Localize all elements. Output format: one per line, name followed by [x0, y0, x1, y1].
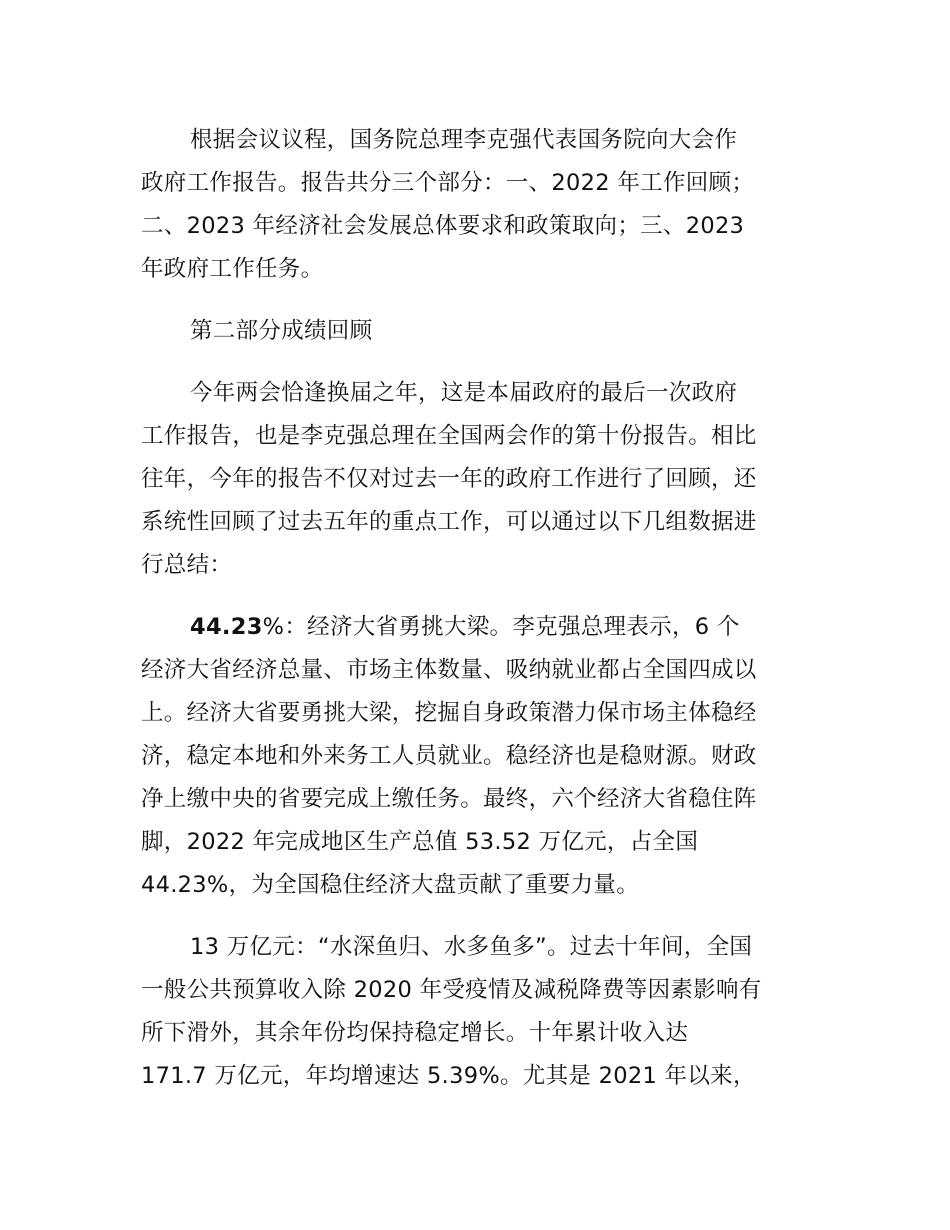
paragraph-4-lead-text: %：经济大省勇挑大梁。李克强总理表示，6 个 [262, 614, 740, 640]
paragraph-3-line-5: 行总结： [141, 552, 233, 578]
paragraph-4-line-2: 经济大省经济总量、市场主体数量、吸纳就业都占全国四成以 [141, 657, 757, 683]
highlight-figure: 44.23 [190, 614, 263, 640]
paragraph-4-line-1 [190, 612, 740, 642]
paragraph-5-line-3: 所下滑外，其余年份均保持稳定增长。十年累计收入达 [141, 1020, 689, 1046]
paragraph-1-line-4: 年政府工作任务。 [141, 256, 324, 282]
paragraph-4-line-4: 济，稳定本地和外来务工人员就业。稳经济也是稳财源。财政 [141, 743, 757, 769]
paragraph-3-line-2: 工作报告，也是李克强总理在全国两会作的第十份报告。相比 [141, 423, 757, 449]
paragraph-4-line-5: 净上缴中央的省要完成上缴任务。最终，六个经济大省稳住阵 [141, 786, 757, 812]
paragraph-1-line-1: 根据会议议程，国务院总理李克强代表国务院向大会作 [190, 127, 738, 153]
paragraph-1-line-3: 二、2023 年经济社会发展总体要求和政策取向；三、2023 [141, 213, 745, 239]
paragraph-5-line-1: 13 万亿元：“水深鱼归、水多鱼多”。过去十年间，全国 [190, 934, 753, 960]
paragraph-4-line-6: 脚，2022 年完成地区生产总值 53.52 万亿元，占全国 [141, 829, 699, 855]
paragraph-5-line-2: 一般公共预算收入除 2020 年受疫情及减税降费等因素影响有 [141, 977, 762, 1003]
paragraph-4-line-3: 上。经济大省要勇挑大梁，挖掘自身政策潜力保市场主体稳经 [141, 700, 757, 726]
paragraph-3-line-4: 系统性回顾了过去五年的重点工作，可以通过以下几组数据进 [141, 509, 757, 535]
paragraph-3-line-3: 往年，今年的报告不仅对过去一年的政府工作进行了回顾，还 [141, 466, 757, 492]
paragraph-1-line-2: 政府工作报告。报告共分三个部分：一、2022 年工作回顾； [141, 170, 755, 196]
paragraph-5-line-4: 171.7 万亿元，年均增速达 5.39%。尤其是 2021 年以来， [141, 1063, 756, 1089]
paragraph-4-line-7: 44.23%，为全国稳住经济大盘贡献了重要力量。 [141, 872, 639, 898]
paragraph-3-line-1: 今年两会恰逢换届之年，这是本届政府的最后一次政府 [190, 380, 738, 406]
section-heading: 第二部分成绩回顾 [190, 318, 373, 344]
